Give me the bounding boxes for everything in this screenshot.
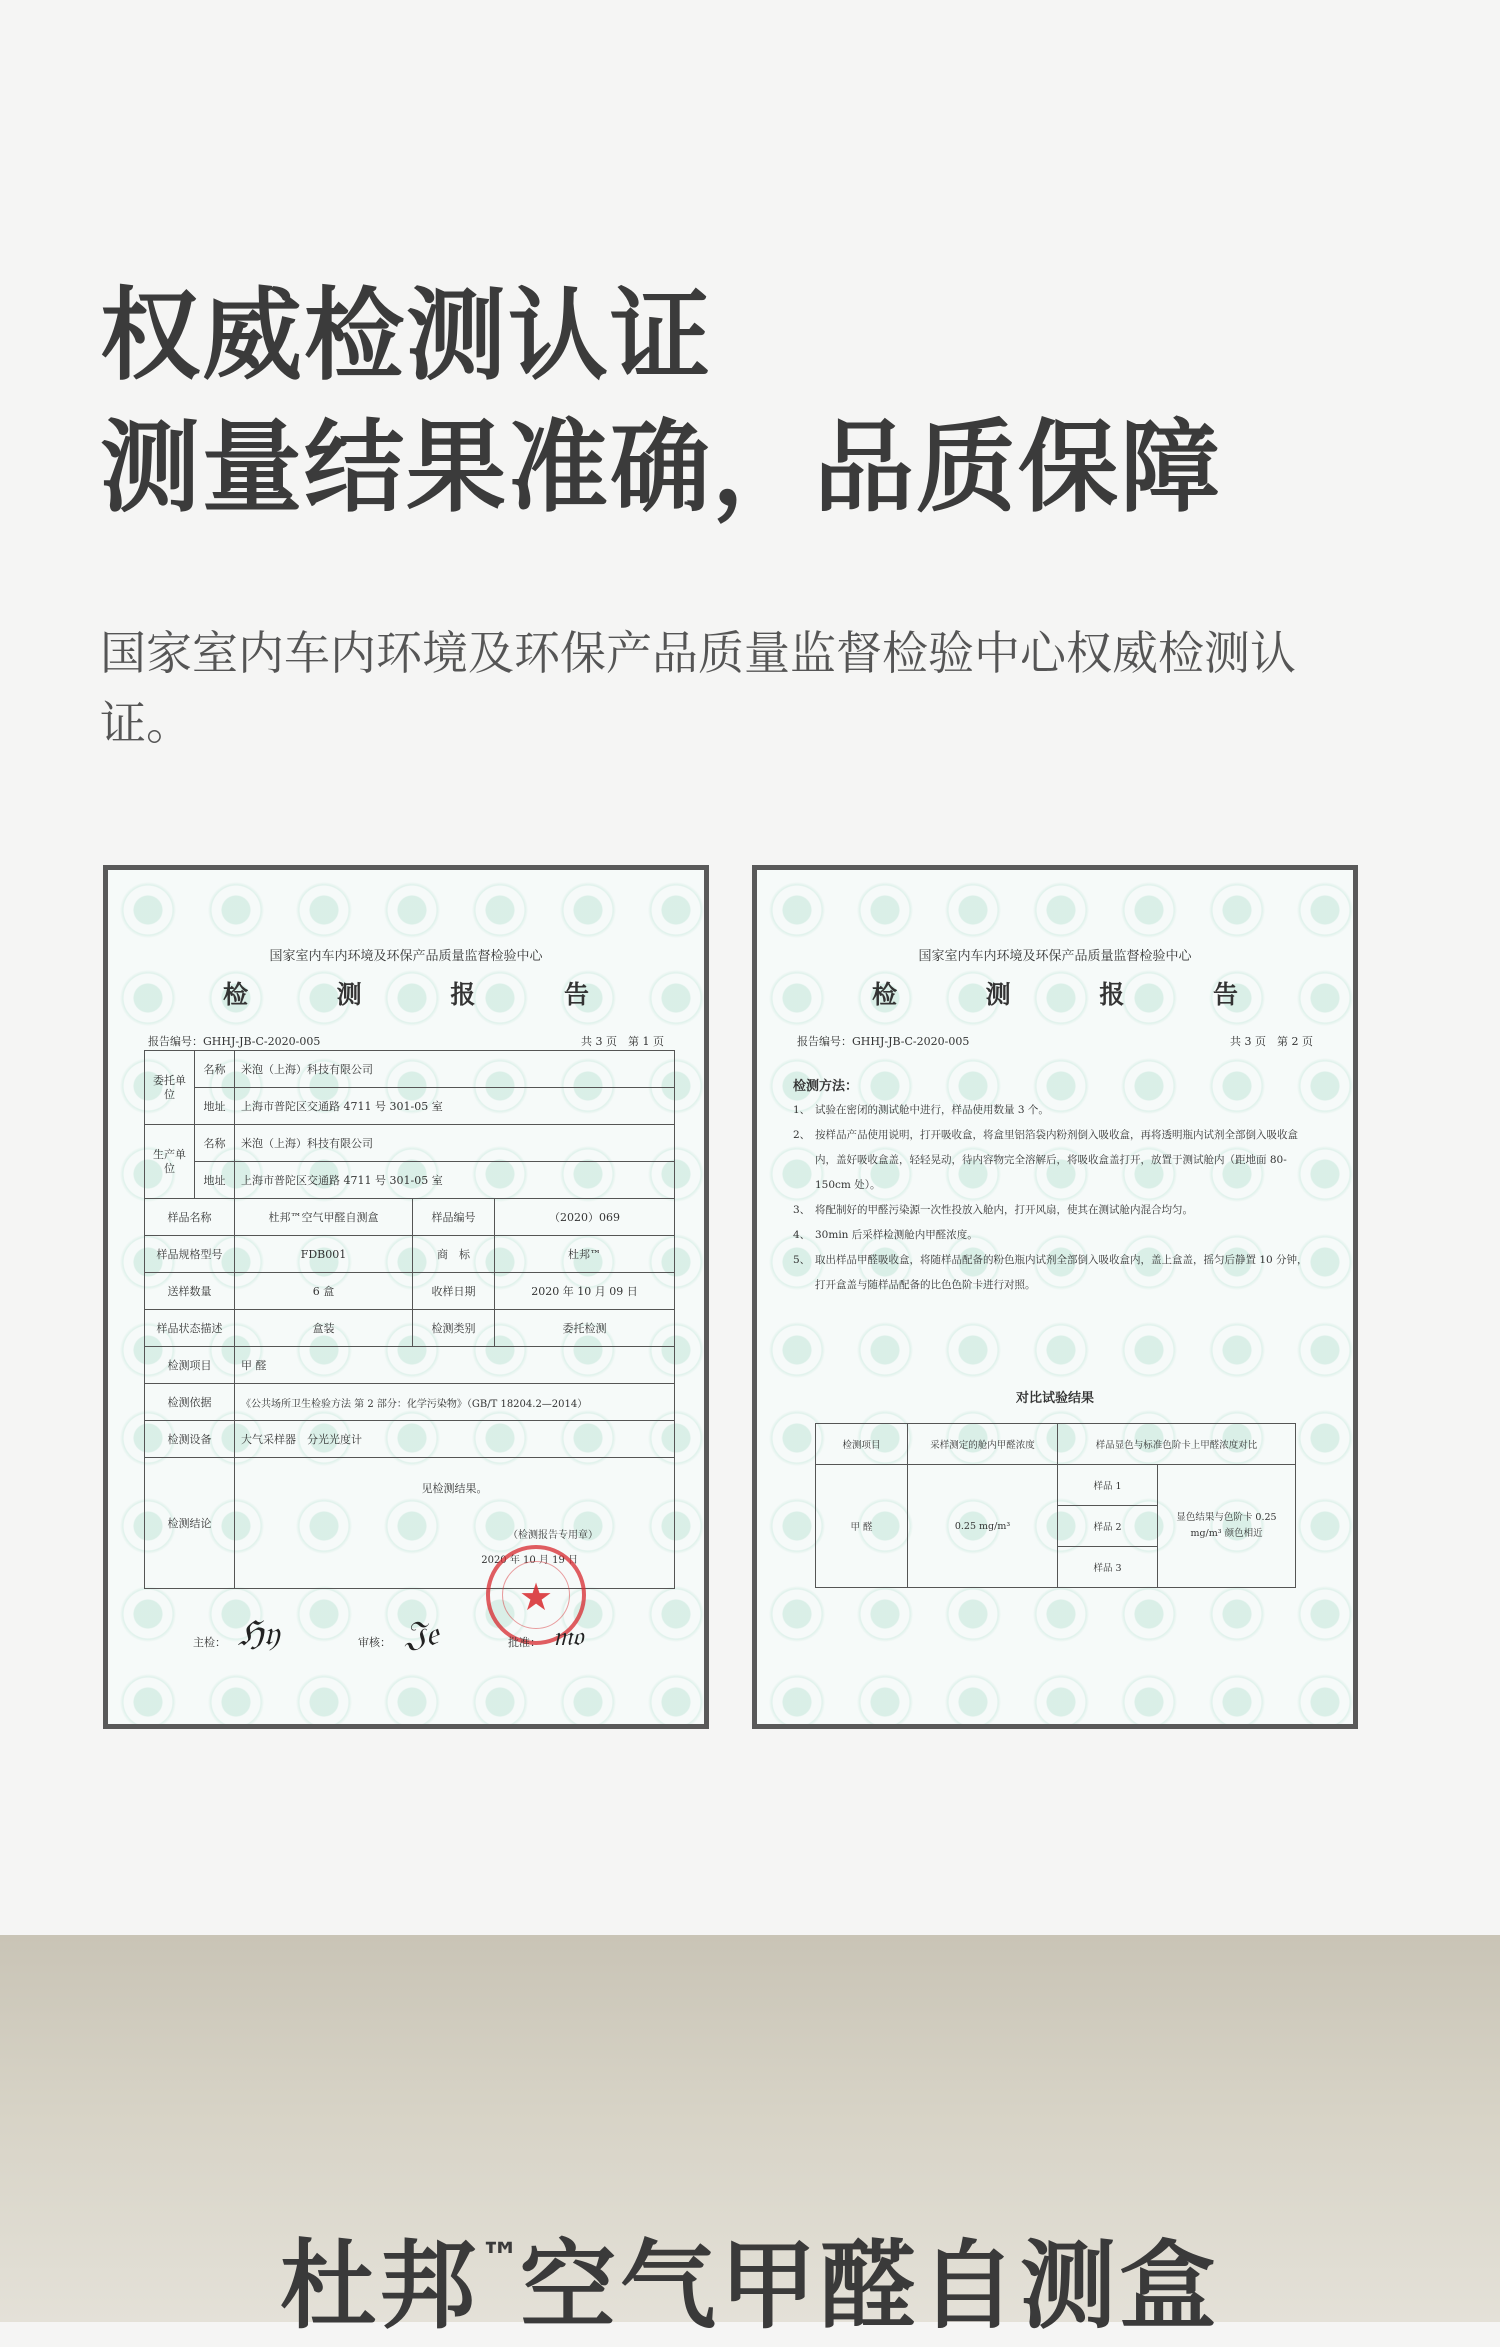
report-page-count: 共 3 页 第 2 页 bbox=[1230, 1035, 1313, 1048]
cmp-concentration: 0.25 mg/m³ bbox=[908, 1465, 1058, 1588]
cell-label: 名称 bbox=[195, 1051, 235, 1088]
conclusion-text: 见检测结果。 bbox=[421, 1482, 488, 1495]
product-title bbox=[0, 2210, 1500, 2347]
report-page-1 bbox=[103, 865, 709, 1729]
cell-label: 送样数量 bbox=[145, 1273, 235, 1310]
cell-label: 收样日期 bbox=[413, 1273, 495, 1310]
sample-brand: 杜邦™ bbox=[495, 1236, 675, 1273]
producer-group-label: 生产单位 bbox=[145, 1125, 195, 1199]
chief-signature-icon: ℌ𝔶 bbox=[238, 1614, 280, 1654]
table-row bbox=[145, 1347, 675, 1384]
list-item bbox=[793, 1223, 1313, 1248]
comparison-title: 对比试验结果 bbox=[1015, 1391, 1094, 1406]
cmp-sample: 样品 1 bbox=[1058, 1465, 1158, 1506]
review-signature-icon: 𝔍𝔢 bbox=[405, 1614, 439, 1654]
report-info-table bbox=[144, 1050, 675, 1589]
report-org: 国家室内车内环境及环保产品质量监督检验中心 bbox=[918, 949, 1192, 964]
table-row bbox=[145, 1162, 675, 1199]
report-page-count: 共 3 页 第 1 页 bbox=[581, 1035, 664, 1048]
recv-date: 2020 年 10 月 09 日 bbox=[495, 1273, 675, 1310]
step-number: 5、 bbox=[793, 1254, 811, 1266]
cell-label: 检测设备 bbox=[145, 1421, 235, 1458]
table-row bbox=[145, 1125, 675, 1162]
sample-qty: 6 盒 bbox=[235, 1273, 413, 1310]
cell-label: 样品名称 bbox=[145, 1199, 235, 1236]
producer-name: 米泡（上海）科技有限公司 bbox=[235, 1125, 675, 1162]
cell-label: 地址 bbox=[195, 1162, 235, 1199]
test-item: 甲 醛 bbox=[235, 1347, 675, 1384]
table-row bbox=[145, 1384, 675, 1421]
table-row bbox=[145, 1273, 675, 1310]
headline-line-1: 权威检测认证 bbox=[100, 277, 712, 394]
sample-state: 盒装 bbox=[235, 1310, 413, 1347]
client-address: 上海市普陀区交通路 4711 号 301-05 室 bbox=[235, 1088, 675, 1125]
test-basis: 《公共场所卫生检验方法 第 2 部分：化学污染物》（GB/T 18204.2—2014） bbox=[235, 1384, 675, 1421]
table-row bbox=[145, 1458, 675, 1589]
cmp-item: 甲 醛 bbox=[816, 1465, 908, 1588]
header-cell: 样品显色与标准色阶卡上甲醛浓度对比 bbox=[1058, 1424, 1296, 1465]
table-row bbox=[145, 1236, 675, 1273]
table-row bbox=[145, 1421, 675, 1458]
client-name: 米泡（上海）科技有限公司 bbox=[235, 1051, 675, 1088]
step-number: 3、 bbox=[793, 1204, 811, 1216]
cell-label: 检测结论 bbox=[145, 1458, 235, 1589]
cell-label: 名称 bbox=[195, 1125, 235, 1162]
step-text: 30min 后采样检测舱内甲醛浓度。 bbox=[815, 1229, 978, 1241]
cell-label: 检测依据 bbox=[145, 1384, 235, 1421]
chief-label: 主检： bbox=[193, 1636, 226, 1649]
sample-name: 杜邦™空气甲醛自测盒 bbox=[235, 1199, 413, 1236]
cell-label: 样品规格型号 bbox=[145, 1236, 235, 1273]
step-text: 取出样品甲醛吸收盒，将随样品配备的粉色瓶内试剂全部倒入吸收盒内，盖上盒盖，摇匀后静置 10 分钟，打开盒盖与随样品配备的比色色阶卡进行对照。 bbox=[815, 1254, 1308, 1291]
report-title: 检 测 报 告 bbox=[871, 980, 1279, 1009]
step-text: 将配制好的甲醛污染源一次性投放入舱内，打开风扇，使其在测试舱内混合均匀。 bbox=[815, 1204, 1193, 1216]
seal-star-icon: ★ bbox=[518, 1575, 554, 1619]
report-title: 检 测 报 告 bbox=[222, 980, 630, 1009]
headline-line-2: 测量结果准确，品质保障 bbox=[100, 409, 1222, 526]
table-row bbox=[816, 1424, 1296, 1465]
header-cell: 采样测定的舱内甲醛浓度 bbox=[908, 1424, 1058, 1465]
report-page-2 bbox=[752, 865, 1358, 1729]
step-number: 4、 bbox=[793, 1229, 811, 1241]
list-item bbox=[793, 1098, 1313, 1123]
sample-no: （2020）069 bbox=[495, 1199, 675, 1236]
table-row bbox=[145, 1088, 675, 1125]
table-row bbox=[816, 1465, 1296, 1506]
conclusion-note: （检测报告专用章） bbox=[508, 1530, 599, 1541]
trademark-symbol: ™ bbox=[480, 2235, 520, 2281]
table-row bbox=[145, 1199, 675, 1236]
client-group-label: 委托单位 bbox=[145, 1051, 195, 1125]
brand-name: 杜邦 bbox=[280, 2230, 480, 2342]
list-item bbox=[793, 1123, 1313, 1198]
conclusion-date: 2020 年 10 月 19 日 bbox=[481, 1555, 579, 1566]
cell-label: 商 标 bbox=[413, 1236, 495, 1273]
headline bbox=[100, 270, 1222, 534]
report-number: 报告编号：GHHJ-JB-C-2020-005 bbox=[797, 1035, 970, 1048]
table-row bbox=[145, 1051, 675, 1088]
step-number: 2、 bbox=[793, 1129, 811, 1141]
report-number: 报告编号：GHHJ-JB-C-2020-005 bbox=[148, 1035, 321, 1048]
step-number: 1、 bbox=[793, 1104, 811, 1116]
cell-label: 检测类别 bbox=[413, 1310, 495, 1347]
table-row bbox=[145, 1310, 675, 1347]
header-cell: 检测项目 bbox=[816, 1424, 908, 1465]
cell-label: 样品编号 bbox=[413, 1199, 495, 1236]
cell-label: 检测项目 bbox=[145, 1347, 235, 1384]
report-org: 国家室内车内环境及环保产品质量监督检验中心 bbox=[269, 949, 543, 964]
cmp-result: 显色结果与色阶卡 0.25 mg/m³ 颜色相近 bbox=[1158, 1465, 1296, 1588]
list-item bbox=[793, 1248, 1313, 1298]
conclusion-cell bbox=[235, 1458, 675, 1589]
cell-label: 样品状态描述 bbox=[145, 1310, 235, 1347]
approve-label: 批准： bbox=[508, 1636, 541, 1649]
step-text: 试验在密闭的测试舱中进行，样品使用数量 3 个。 bbox=[815, 1104, 1049, 1116]
method-list bbox=[793, 1098, 1313, 1298]
sample-spec: FDB001 bbox=[235, 1236, 413, 1273]
method-title: 检测方法： bbox=[793, 1079, 859, 1094]
list-item bbox=[793, 1198, 1313, 1223]
test-type: 委托检测 bbox=[495, 1310, 675, 1347]
step-text: 按样品产品使用说明，打开吸收盒，将盒里铝箔袋内粉剂倒入吸收盒，再将透明瓶内试剂全部倒入吸收盒内，盖好吸收盒盖，轻轻晃动，待内容物完全溶解后，将吸收盒盖打开，放置于测试舱内（距地面 80-150cm 处）。 bbox=[815, 1129, 1298, 1191]
cmp-sample: 样品 2 bbox=[1058, 1506, 1158, 1547]
comparison-table bbox=[815, 1423, 1296, 1588]
test-equipment: 大气采样器 分光光度计 bbox=[235, 1421, 675, 1458]
approve-signature-icon: 𝔪𝔬 bbox=[553, 1622, 584, 1652]
description: 国家室内车内环境及环保产品质量监督检验中心权威检测认证。 bbox=[100, 626, 1296, 750]
cell-label: 地址 bbox=[195, 1088, 235, 1125]
product-name: 空气甲醛自测盒 bbox=[520, 2230, 1220, 2342]
cmp-sample: 样品 3 bbox=[1058, 1547, 1158, 1588]
producer-address: 上海市普陀区交通路 4711 号 301-05 室 bbox=[235, 1162, 675, 1199]
review-label: 审核： bbox=[358, 1636, 391, 1649]
